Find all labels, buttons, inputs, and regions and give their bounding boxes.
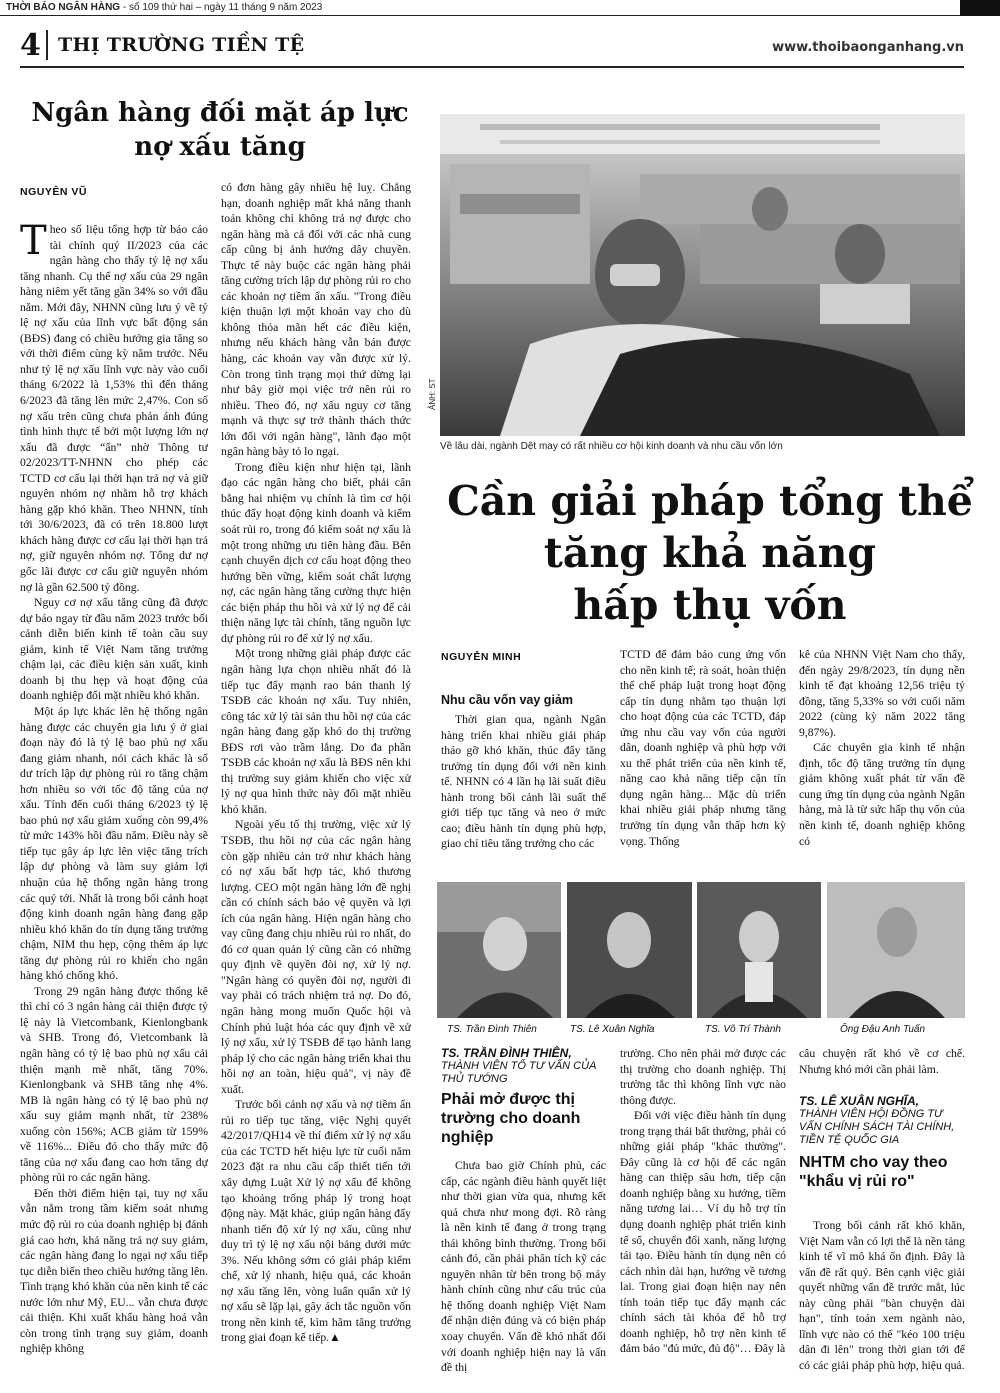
article1-paragraph: Nguy cơ nợ xấu tăng cũng đã được dự báo ngay từ đầu năm 2023 trước bối cảnh diễn biến kinh tế toàn cầu suy giảm, kinh tế Việt Nam tăng trưởng chậm lại, các điều kiện sản xuất, kinh doanh bị thu hẹp và hoạt động của doanh nghiệp đối mặt nhiều khó khăn. xyxy=(20,596,208,703)
article1-paragraph: Trước bối cảnh nợ xấu và nợ tiềm ẩn rủi ro tiếp tục tăng, việc Nghị quyết 42/2017/QH14 về thí điểm xử lý nợ xấu của các TCTD hết hiệu lực từ cuối năm 2023 đặt ra nhu cầu cấp thiết tiến tới xây dựng Luật Xử lý nợ xấu để không tạo khoảng trống pháp lý trong hoạt động này. Mặt khác, giúp ngân hàng đẩy nhanh tiến độ xử lý nợ xấu, cũng như duy trì tỷ lệ nợ xấu nội bảng dưới mức 3%. Nếu không sớm có giải pháp kiểm chế, xử lý nhanh, hiệu quả, các khoản nợ xấu tăng lên, vòng luẩn quẩn xử lý nợ xấu sẽ lặp lại, gây ách tắc nguồn vốn trong nền kinh tế, kìm hãm tăng trưởng trong giai đoạn kế tiếp.▲ xyxy=(221,1098,411,1345)
expert1-paragraph: trường. Cho nên phải mở được các thị trường cho doanh nghiệp. Thị trường tắc thì không lĩnh vực nào thông được. xyxy=(620,1047,786,1107)
expert1-quote-title: Phải mở được thị trường cho doanh nghiệp xyxy=(441,1091,581,1146)
article2-paragraph: Các chuyên gia kinh tế nhận định, tốc độ tăng trưởng tín dụng giảm không xuất phát từ vấn đề cung ứng tín dụng của ngành Ngân hàng, mà là từ sức hấp thụ vốn của nền kinh tế, doanh nghiệp không có xyxy=(799,741,965,848)
article2-title-line: tăng khả năng xyxy=(543,529,877,577)
dropcap: T xyxy=(20,222,47,264)
portrait-photo xyxy=(437,882,561,1018)
article2-title xyxy=(440,475,980,631)
article2-subhead: Nhu cầu vốn vay giảm xyxy=(441,693,573,707)
expert1-role: THÀNH VIÊN TỔ TƯ VẤN CỦA THỦ TƯỚNG xyxy=(441,1060,596,1085)
expert2-role: THÀNH VIÊN HỘI ĐỒNG TƯ VẤN CHÍNH SÁCH TÀI CHÍNH, TIỀN TỆ QUỐC GIA xyxy=(799,1108,955,1146)
portrait-image xyxy=(437,882,561,1018)
article1-paragraph: Trong điều kiện như hiện tại, lãnh đạo các ngân hàng cho biết, phải cân bằng hai nhiệm vụ chính là tìm cơ hội thúc đẩy hoạt động kinh doanh và kiểm soát rủi ro, trong đó kiểm soát nợ xấu là một trong những ưu tiên hàng đầu. Bên cạnh chuyển dịch cơ cấu hoạt động theo hướng bền vững, kiểm soát chất lượng nợ, các ngân hàng tăng cường thực hiện các biện pháp thu hồi và xử lý nợ để cải thiện năng lực tài chính, tăng nguồn lực dự phòng rủi ro để xử lý nợ xấu. xyxy=(221,460,411,645)
main-photo xyxy=(440,114,965,436)
article2-title-line: Cần giải pháp tổng thể xyxy=(447,477,973,525)
article2-paragraph: kê của NHNN Việt Nam cho thấy, đến ngày 29/8/2023, tín dụng nền kinh tế đạt khoảng 12,56 triệu tỷ đồng, tăng 5,33% so với cuối năm 2022 (cùng kỳ năm 2022 tăng 9,87%). xyxy=(799,648,965,739)
issue-info: - số 109 thứ hai – ngày 11 tháng 9 năm 2023 xyxy=(120,2,323,13)
article2-column-2 xyxy=(620,647,786,867)
article2-title-line: hấp thụ vốn xyxy=(573,581,847,629)
expert2-paragraph: Trong bối cảnh rất khó khăn, Việt Nam vẫn có lợi thế là nền tảng kinh tế vĩ mô khá ổn định. Đây là vấn đề rất quý. Bên cạnh việc giải quyết những vấn đề trước mắt, lúc này cũng phải "bàn chuyện dài hạn", tính toán xem ngành nào, lĩnh vực nào có thể "kéo 100 triệu dân đi lên" trong thời gian tới để có các giải pháp phù hợp, hiệu quả. xyxy=(799,1219,965,1372)
masthead-dark-block xyxy=(960,0,1000,16)
expert1-paragraph: Chưa bao giờ Chính phủ, các cấp, các ngành điều hành quyết liệt như thời gian vừa qua, nhưng kết quả chưa như mong đợi. Rõ ràng là nền kinh tế đang ở trong trạng thái không bình thường. Trong bối cảnh đó, cần phải phân tích kỹ các nguyên nhân từ bên trong bộ máy hành chính cũng như cấu trúc của hệ thống doanh nghiệp Việt Nam để nhận diện đúng và có biện pháp xoay chuyển. Vấn đề khó nhất đối với doanh nghiệp hiện nay là vấn đề thị xyxy=(441,1159,606,1375)
article1-paragraph: có đơn hàng gây nhiều hệ luỵ. Chẳng hạn, doanh nghiệp mất khả năng thanh toán không chỉ không trả nợ được cho ngân hàng mà cả đối với các nhà cung cấp cũng bị ảnh hưởng dây chuyền. Thực tế này buộc các ngân hàng phải tăng cường trích lập dự phòng rủi ro cho các khoản nợ tiềm ẩn xấu. "Trong điều kiện thuận lợi một khoản vay cho dù không thỏa mãn hết các điều kiện, nhưng nếu khách hàng vẫn bán được hàng, các khoản vay vẫn được xử lý. Còn trong tình trạng mọi thứ dừng lại như bây giờ mọi việc trở nên rủi ro nhiều. Theo đó, nợ xấu nguy cơ tăng mạnh và thực sự trở thành thách thức lớn đối với ngân hàng", lãnh đạo một ngân hàng bày tỏ lo ngại. xyxy=(221,181,411,459)
article1-title: Ngân hàng đối mặt áp lực nợ xấu tăng xyxy=(31,98,409,162)
article1-paragraph: Một trong những giải pháp được các ngân hàng lựa chọn nhiều nhất đó là tiếp tục đẩy mạnh rao bán thanh lý TSĐB các khoản nợ xấu. Tuy nhiên, công tác xử lý tài sản thu hồi nợ của các ngân hàng đang gặp khó do thị trường BĐS rơi vào trầm lắng. Do đa phần TSĐB các khoản nợ xấu là BĐS nên khi thị trường suy giảm khiến cho việc xử lý nợ qua hình thức này đối mặt nhiều khó khăn. xyxy=(221,647,411,816)
expert1-column-1 xyxy=(441,1158,606,1388)
expert2-quote-title: NHTM cho vay theo "khẩu vị rủi ro" xyxy=(799,1154,948,1190)
expert1-paragraph: Đối với việc điều hành tín dụng trong trạng thái bất thường, phải có những giải pháp "khác thường". Đây cũng là cơ hội để các ngân hàng can thiệp sâu hơn, tiếp cận doanh nghiệp bằng xu hướng, tiềm năng tương lai… Ví dụ hỗ trợ tín dụng doanh nghiệp phát triển kinh tế số, chuyển đổi xanh, năng lượng tái tạo. Điều hành tín dụng nên có cách nhìn dài hạn, hướng về tương lai. Trong giai đoạn hiện nay nên tính toán tiếp tục đẩy mạnh các chính sách tài khóa để hỗ trợ doanh nghiệp, hỗ trợ nền kinh tế đảm bảo "đủ mức, đủ độ"… Đây là xyxy=(620,1109,786,1356)
article2-column-3 xyxy=(799,647,965,867)
expert2-lead xyxy=(799,1046,965,1082)
article1-column-1 xyxy=(20,222,208,1388)
article2-paragraph: Thời gian qua, ngành Ngân hàng triển khai nhiều giải pháp tháo gỡ khó khăn, thúc đẩy tăng trưởng tín dụng đối với nền kinh tế. NHNN có 4 lần hạ lãi suất điều hành trong bối cảnh lãi suất thế giới tiếp tục tăng và neo ở mức cao; điều hành tín dụng phù hợp, giao chỉ tiêu tăng trưởng cho các xyxy=(441,713,606,851)
article2-paragraph: TCTD để đảm bảo cung ứng vốn cho nền kinh tế; rà soát, hoàn thiện thể chế pháp luật trong hoạt động cấp tín dụng nhằm tạo thuận lợi cho hoạt động của các TCTD, đáp ứng nhu cầu vay vốn của người dân, doanh nghiệp và phù hợp với xu thế phát triển của nền kinh tế, nâng cao khả năng tiếp cận tín dụng ngân hàng... Mặc dù triển khai nhiều giải pháp nhưng tăng trưởng tín dụng vẫn thấp hơn kỳ vọng. Thống xyxy=(620,648,786,848)
expert2-column xyxy=(799,1218,965,1388)
page-number-divider xyxy=(46,30,48,60)
portrait-caption: TS. Võ Trí Thành xyxy=(705,1024,781,1035)
article1-author: NGUYÊN VŨ xyxy=(20,186,87,198)
portrait-image xyxy=(567,882,692,1018)
article1-paragraph: Trong 29 ngân hàng được thống kê thì chỉ có 3 ngân hàng cải thiện được tỷ lệ này là Vietcombank, Kienlongbank và SHB. Trong đó, Vietcombank là ngân hàng có tỷ lệ bao phủ nợ xấu cải thiện mạnh mẽ nhất, tăng 70%. Kienlongbank và SHB tăng nhẹ 4%. MB là ngân hàng có tỷ lệ bao phủ nợ xấu suy giảm mạnh nhất, từ 238% xuống còn 156%; ACB giảm từ 159% về 116%... Điều đó cho thấy mức độ tăng của nợ xấu đang cao hơn tăng dự phòng rủi ro các ngân hàng. xyxy=(20,984,208,1185)
header-rule xyxy=(20,66,964,68)
portrait-caption: Ông Đậu Anh Tuấn xyxy=(840,1024,926,1035)
portrait-photo xyxy=(567,882,692,1018)
portrait-photo xyxy=(697,882,821,1018)
expert2-lead-paragraph: câu chuyện rất khó về cơ chế. Nhưng khó mới cần phải làm. xyxy=(799,1047,965,1076)
photo-credit: ẢNH: ST xyxy=(428,378,437,410)
article1-paragraph: Ngoài yếu tố thị trường, việc xử lý TSĐB, thu hồi nợ của các ngân hàng còn gặp nhiều cản trở như khách hàng có nợ xấu bất hợp tác, khó thương lượng. CEO một ngân hàng lớn đề nghị cần có chính sách bảo vệ quyền và lợi ích của ngân hàng. Hiện ngân hàng cho vay cũng đang chịu nhiều rủi ro nhất, do đó cơ quan quản lý cũng cần có những quy định về quyền đòi nợ, xử lý nợ. "Ngân hàng có quyền đòi nợ, người đi vay phải có trách nhiệm trả nợ. Do đó, ngân hàng mong muốn Quốc hội và Chính phủ luật hóa các quy định về xử lý nợ xấu, xử lý TSĐB để tạo hành lang pháp lý cho các ngân hàng triển khai thu hồi nợ an toàn, hiệu quả", vị này đề xuất. xyxy=(221,818,411,1096)
expert1-name: TS. TRẦN ĐÌNH THIÊN, xyxy=(441,1046,572,1060)
article2-column-1 xyxy=(441,712,606,867)
article1-column-2 xyxy=(221,180,411,1388)
article2-author: NGUYỄN MINH xyxy=(441,651,522,663)
masthead-bar xyxy=(0,0,1000,16)
article1-paragraph: Đến thời điểm hiện tại, tuy nợ xấu vẫn nằm trong tầm kiểm soát nhưng mức độ rủi ro của doanh nghiệp bị đánh giá cao hơn, khả năng trả nợ suy giảm, các ngân hàng đang lo ngại nợ xấu tiếp tục diễn biến theo chiều hướng tăng lên. Tình trạng khó khăn của nền kinh tế các nước lớn như Mỹ, EU... vẫn chưa được cải thiện. Khi xuất khẩu hàng hoá vẫn còn trong tình trạng suy giảm, doanh nghiệp không xyxy=(20,1186,208,1356)
expert2-name: TS. LÊ XUÂN NGHĨA, xyxy=(799,1094,920,1108)
portrait-photo xyxy=(827,882,965,1018)
article1-paragraph: Một áp lực khác lên hệ thống ngân hàng được các chuyên gia lưu ý ở giai đoạn này đó là tỷ lệ bao phủ nợ xấu đang giảm nhanh, nói cách khác là số dư trích lập dự phòng rủi ro tăng chậm hơn nhiều so với tốc độ tăng của nợ xấu. Tính đến cuối tháng 6/2023 tỷ lệ bao phủ nợ xấu giảm xuống còn 99,4% từ mức 143% hồi đầu năm. Điều này sẽ tiếp tục gây áp lực lên việc tăng trích lập dự phòng và làm suy giảm lợi nhuận của hệ thống ngân hàng trong các quý tới. Nhất là trong bối cảnh hoạt động kinh doanh ngân hàng đang gặp nhiều khó khăn do tín dụng tăng trưởng chậm, NIM thu hẹp, cộng thêm áp lực tăng dự phòng rủi ro khiến cho ngân hàng khó chống khó. xyxy=(20,704,208,983)
article1-paragraph: heo số liệu tổng hợp từ báo cáo tài chính quý II/2023 của các ngân hàng cho thấy tỷ lệ nợ xấu tăng nhanh. Cụ thể nợ xấu của 29 ngân hàng niêm yết tăng gần 34% so với đầu năm. Mới đây, NHNN cũng lưu ý về tỷ lệ nợ xấu của lĩnh vực bất động sản (BĐS) đang có chiều hướng gia tăng so với thời điểm cùng kỳ năm trước. Nếu như tỷ lệ nợ xấu lĩnh vực này vào cuối tháng 6/2022 là 1,53% thì đến tháng 6/2023 đã tăng lên mức 2,47%. Con số nợ xấu trên cũng chưa phản ánh đúng tình hình thực tế bởi một lượng lớn nợ xấu đã được “ẩn” nhờ Thông tư 02/2023/TT-NHNN cho phép các TCTD cơ cấu lại thời hạn trả nợ và giữ nguyên nhóm nợ nhằm hỗ trợ khách hàng gặp khó khăn. Theo NHNN, tính tới 30/6/2023, đã có trên 18.800 lượt khách hàng được cơ cấu lại thời hạn trả nợ, giữ nguyên nhóm nợ. Tổng dư nợ gốc lãi được cơ cấu giữ nguyên nhóm nợ là gần 62.500 tỷ đồng. xyxy=(20,223,208,594)
publication-name: THỜI BÁO NGÂN HÀNG xyxy=(6,2,121,13)
portrait-caption: TS. Lê Xuân Nghĩa xyxy=(570,1024,655,1035)
expert1-column-2 xyxy=(620,1046,786,1388)
portrait-image xyxy=(827,882,965,1018)
portrait-image xyxy=(697,882,821,1018)
main-photo-caption: Về lâu dài, ngành Dệt may có rất nhiều cơ hội kinh doanh và nhu cầu vốn lớn xyxy=(440,441,783,452)
website-link[interactable]: www.thoibaonganhang.vn xyxy=(772,40,964,55)
main-photo-image xyxy=(440,114,965,436)
portrait-caption: TS. Trần Đình Thiên xyxy=(447,1024,537,1035)
section-title: THỊ TRƯỜNG TIỀN TỆ xyxy=(58,34,305,56)
page-number: 4 xyxy=(20,28,41,63)
